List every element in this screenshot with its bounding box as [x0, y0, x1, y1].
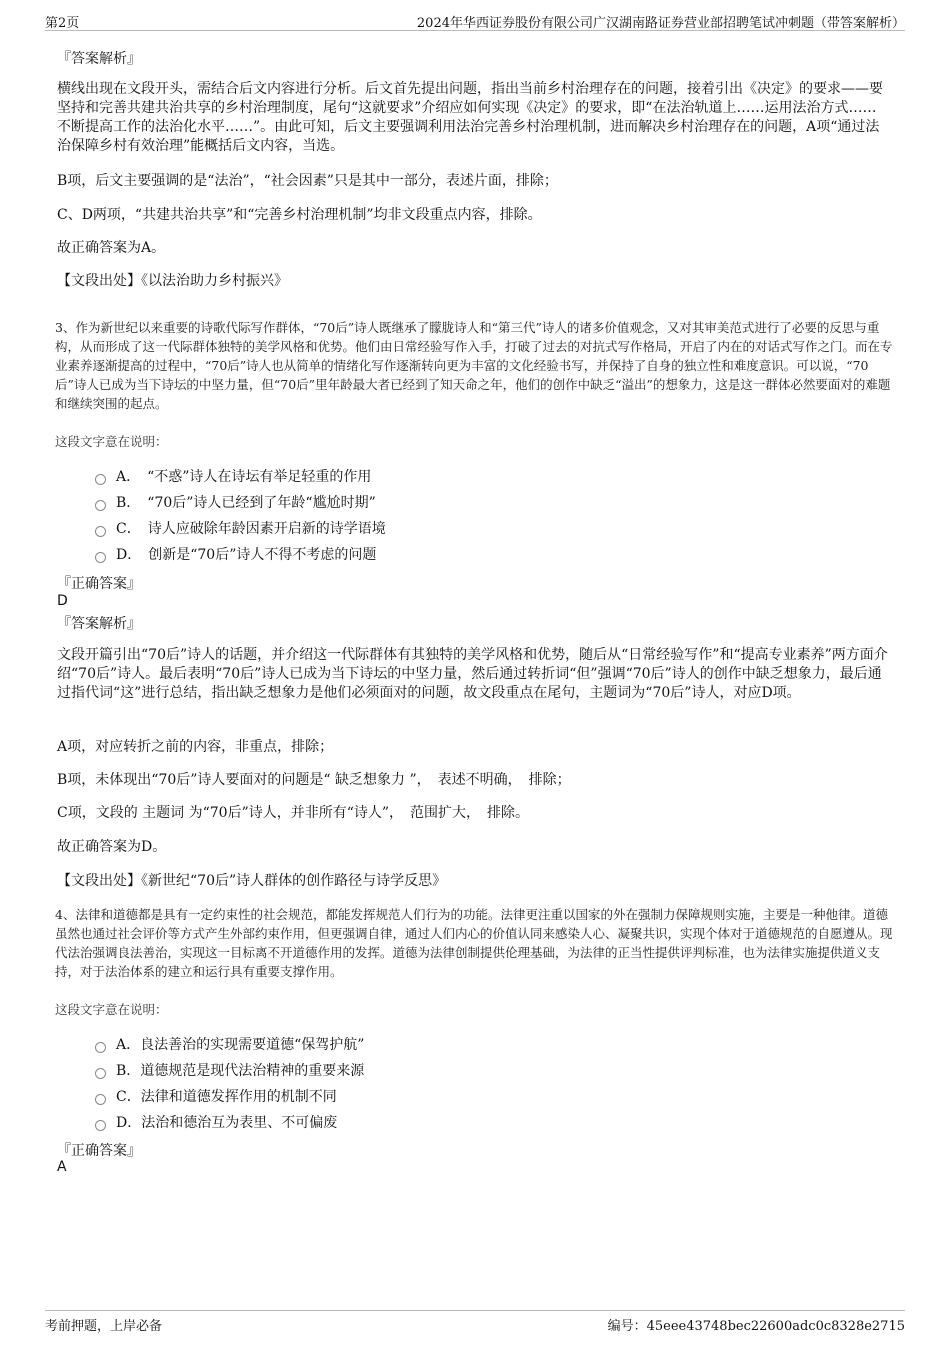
correct-answer-heading: 『正确答案』: [57, 576, 141, 592]
question-4-prompt: 这段文字意在说明：: [55, 1002, 168, 1017]
page-number: 第2页: [45, 16, 80, 31]
correct-answer: D: [57, 593, 68, 609]
analysis-heading: 『答案解析』: [57, 616, 141, 632]
analysis-paragraph: 文段开篇引出“70后”诗人的话题，并介绍这一代际群体有其独特的美学风格和优势，随后从“日常经验写作”和“提高专业素养”两方面介绍“70后”诗人。最后表明“70后”诗人已成为当下诗坛的中坚力量，然后通过转折词“但”强调“70后”诗人的创作中缺乏想象力，最后通过指代词“这”进行总结，指出缺乏想象力是他们必须面对的问题，故文段重点在尾句，主题词为“70后”诗人，对应D项。: [57, 647, 888, 701]
radio-icon[interactable]: [95, 1094, 106, 1105]
radio-icon[interactable]: [95, 526, 106, 537]
document-title: 2024年华西证券股份有限公司广汉湖南路证券营业部招聘笔试冲刺题（带答案解析）: [416, 16, 905, 31]
radio-icon[interactable]: [95, 1042, 106, 1053]
option-d[interactable]: D．法治和德治互为表里、不可偏废: [95, 1109, 364, 1135]
analysis-paragraph: 横线出现在文段开头，需结合后文内容进行分析。后文首先提出问题，指出当前乡村治理存在的问题，接着引出《决定》的要求——要坚持和完善共建共治共享的乡村治理制度，尾句“这就要求”介绍应如何实现《决定》的要求，即“在法治轨道上……运用法治方式……不断提高工作的法治化水平……”。由此可知，后文主要强调利用法治完善乡村治理机制，进而解决乡村治理存在的问题，A项“通过法治保障乡村有效治理”能概括后文内容，当选。: [57, 81, 883, 154]
radio-icon[interactable]: [95, 1068, 106, 1079]
radio-icon[interactable]: [95, 500, 106, 511]
analysis-paragraph: B项，未体现出“70后”诗人要面对的问题是“ 缺乏想象力 ”， 表述不明确， 排除；: [57, 772, 571, 788]
page-header: [45, 10, 905, 31]
option-c[interactable]: C．法律和道德发挥作用的机制不同: [95, 1083, 364, 1109]
analysis-paragraph: B项，后文主要强调的是“法治”，“社会因素”只是其中一部分，表述片面，排除；: [57, 173, 558, 189]
document-id: 编号：45eee43748bec22600adc0c8328e2715: [607, 1319, 905, 1334]
option-a[interactable]: A． “不惑”诗人在诗坛有举足轻重的作用: [95, 463, 386, 489]
question-3-prompt: 这段文字意在说明：: [55, 434, 168, 449]
option-a[interactable]: A．良法善治的实现需要道德“保驾护航”: [95, 1031, 364, 1057]
question-3-text: 3、作为新世纪以来重要的诗歌代际写作群体，“70后”诗人既继承了朦胧诗人和“第三代”诗人的诸多价值观念，又对其审美范式进行了必要的反思与重构，从而形成了这一代际群体独特的美学风格和优势。他们由日常经验写作入手，打破了过去的对抗式写作格局，开启了内在的对话式写作之门。而在专业素养逐渐提高的过程中，“70后”诗人也从简单的情绪化写作逐渐转向更为丰富的文化经验书写，并保持了自身的独立性和难度意识。可以说，“70后”诗人已成为当下诗坛的中坚力量，但“70后”里年龄最大者已经到了知天命之年，他们的创作中缺乏“溢出”的想象力，这是这一群体必然要面对的难题和继续突围的起点。: [55, 320, 893, 411]
answer-conclusion: 故正确答案为D。: [57, 839, 167, 855]
source-citation: 【文段出处】《新世纪“70后”诗人群体的创作路径与诗学反思》: [57, 873, 447, 889]
correct-answer-heading: 『正确答案』: [57, 1143, 141, 1159]
option-b[interactable]: B．道德规范是现代法治精神的重要来源: [95, 1057, 364, 1083]
correct-answer: A: [57, 1159, 67, 1175]
answer-conclusion: 故正确答案为A。: [57, 240, 166, 256]
radio-icon[interactable]: [95, 1120, 106, 1131]
question-4-options: [95, 1031, 364, 1135]
radio-icon[interactable]: [95, 474, 106, 485]
question-4-text: 4、法律和道德都是具有一定约束性的社会规范，都能发挥规范人们行为的功能。法律更注重以国家的外在强制力保障规则实施，主要是一种他律。道德虽然也通过社会评价等方式产生外部约束作用，但更强调自律，通过人们内心的价值认同来感染人心、凝聚共识，实现个体对于道德规范的自愿遵从。现代法治强调良法善治，实现这一目标离不开道德作用的发挥。道德为法律创制提供伦理基础，为法律的正当性提供评判标准，也为法律实施提供道义支持，对于法治体系的建立和运行具有重要支撑作用。: [55, 907, 893, 979]
analysis-paragraph: C项，文段的 主题词 为“70后”诗人，并非所有“诗人”， 范围扩大， 排除。: [57, 805, 530, 821]
page-footer: [45, 1310, 905, 1334]
radio-icon[interactable]: [95, 552, 106, 563]
source-citation: 【文段出处】《以法治助力乡村振兴》: [57, 273, 288, 289]
option-d[interactable]: D． 创新是“70后”诗人不得不考虑的问题: [95, 541, 386, 567]
question-3-options: [95, 463, 386, 567]
option-c[interactable]: C． 诗人应破除年龄因素开启新的诗学语境: [95, 515, 386, 541]
analysis-paragraph: C、D两项，“共建共治共享”和“完善乡村治理机制”均非文段重点内容，排除。: [57, 207, 542, 223]
analysis-heading: 『答案解析』: [57, 51, 141, 67]
analysis-paragraph: A项，对应转折之前的内容，非重点，排除；: [57, 739, 334, 755]
footer-slogan: 考前押题，上岸必备: [45, 1319, 163, 1334]
option-b[interactable]: B． “70后”诗人已经到了年龄“尴尬时期”: [95, 489, 386, 515]
